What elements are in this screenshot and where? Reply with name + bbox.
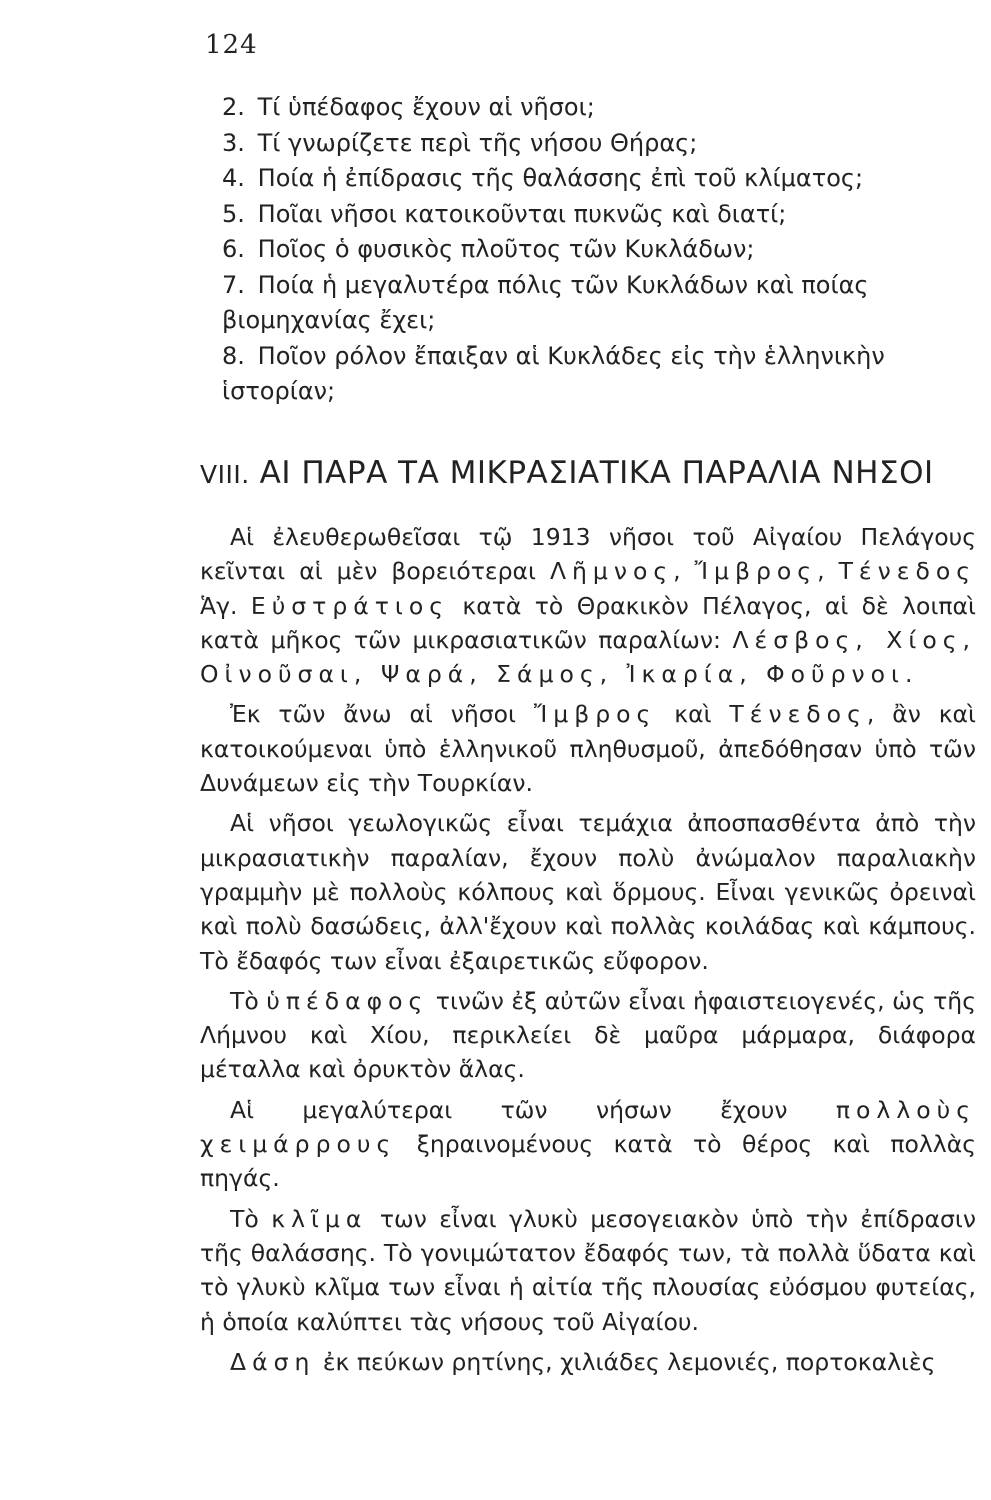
paragraph-forests bbox=[200, 1345, 976, 1379]
emphasis-dasi: Δάση bbox=[230, 1347, 316, 1376]
question-number: 4. bbox=[222, 164, 245, 192]
emphasis-imvros: Ἴμβρος bbox=[533, 700, 657, 729]
question-2 bbox=[222, 90, 962, 126]
question-text: Ποῖαι νῆσοι κατοικοῦνται πυκνῶς καὶ διατί; bbox=[257, 199, 787, 228]
question-text-continued: βιομηχανίας ἔχει; bbox=[222, 306, 436, 334]
paragraph-subsoil bbox=[200, 984, 976, 1087]
review-questions bbox=[222, 90, 962, 410]
emphasis-ypedafos: ὑπέδαφος bbox=[266, 986, 429, 1015]
page-number: 124 bbox=[205, 30, 258, 60]
text-run: , ἂν καὶ κατοικούμεναι ὑπὸ ἑλληνικοῦ πληθυσμοῦ, ἀπεδόθησαν ὑπὸ τῶν Δυνάμεων εἰς τὴν Τουρκίαν. bbox=[200, 700, 976, 798]
question-number: 6. bbox=[222, 235, 245, 263]
question-6 bbox=[222, 232, 962, 268]
chapter-heading bbox=[200, 455, 970, 491]
paragraph-climate bbox=[200, 1202, 976, 1339]
emphasis-lemnos: Λῆμνος bbox=[549, 557, 674, 586]
text-run: ξηραινομένους κατὰ τὸ θέρος καὶ πολλὰς πηγάς. bbox=[200, 1130, 976, 1193]
emphasis-tenedos: Τένεδος bbox=[729, 700, 867, 729]
question-7 bbox=[222, 268, 962, 339]
question-number: 5. bbox=[222, 199, 245, 228]
question-text: Τί ὑπέδαφος ἔχουν αἱ νῆσοι; bbox=[257, 93, 595, 121]
text-run: Ἁγ. bbox=[200, 591, 251, 620]
chapter-body bbox=[200, 520, 976, 1385]
text-run: , bbox=[817, 557, 839, 586]
question-number: 3. bbox=[222, 128, 245, 157]
question-3 bbox=[222, 126, 962, 162]
text-run: των εἶναι γλυκὺ μεσογειακὸν ὑπὸ τὴν ἐπίδρασιν τῆς θαλάσσης. Τὸ γονιμώτατον ἔδαφός των, τὰ πολλὰ ὕδατα καὶ τὸ γλυκὺ κλῖμα των εἶναι ἡ αἰτία τῆς πλουσίας εὐόσμου φυτείας, ἡ ὁποία καλύπτει τὰς νήσους τοῦ Αἰγαίου. bbox=[200, 1204, 976, 1336]
paragraph-torrents bbox=[200, 1093, 976, 1196]
text-run: κατὰ τὸ Θρακικὸν Πέλαγος, αἱ δὲ λοιπαὶ κατὰ μῆκος τῶν μικρασιατικῶν παραλίων: bbox=[200, 591, 976, 654]
question-number: 8. bbox=[222, 341, 245, 370]
text-run: Αἱ μεγαλύτεραι τῶν νήσων ἔχουν bbox=[230, 1095, 836, 1124]
text-run: , bbox=[673, 557, 695, 586]
text-run: Τὸ bbox=[230, 1204, 272, 1233]
emphasis-efstratios: Εὐστράτιος bbox=[250, 591, 450, 620]
question-text: Ποία ἡ ἐπίδρασις τῆς θαλάσσης ἐπὶ τοῦ κλίματος; bbox=[257, 164, 864, 192]
paragraph-geology: Αἱ νῆσοι γεωλογικῶς εἶναι τεμάχια ἀποσπασθέντα ἀπὸ τὴν μικρασιατικὴν παραλίαν, ἔχουν πολὺ ἀνώμαλον παραλιακὴν γραμμὴν μὲ πολλοὺς κόλπους καὶ ὅρμους. Εἶναι γενικῶς ὀρειναὶ καὶ πολὺ δασώδεις, ἀλλ'ἔχουν καὶ πολλὰς κοιλάδας καὶ κάμπους. Τὸ ἔδαφός των εἶναι ἐξαιρετικῶς εὔφορον. bbox=[200, 809, 976, 975]
emphasis-tenedos: Τένεδος bbox=[838, 557, 976, 586]
question-4 bbox=[222, 161, 962, 197]
emphasis-islands: Λέσβος, Χίος, Οἰνοῦσαι, Ψαρά, Σάμος, Ἰκαρία, Φοῦρνοι. bbox=[200, 625, 976, 689]
text-run: ἐκ πεύκων ρητίνης, χιλιάδες λεμονιές, πορτοκαλιὲς bbox=[315, 1347, 936, 1376]
question-text: Ποῖον ρόλον ἔπαιξαν αἱ Κυκλάδες εἰς τὴν ἑλληνικὴν bbox=[257, 341, 885, 370]
paragraph-islands-list bbox=[200, 520, 976, 691]
question-text: Ποία ἡ μεγαλυτέρα πόλις τῶν Κυκλάδων καὶ ποίας bbox=[257, 270, 869, 299]
question-8 bbox=[222, 339, 962, 410]
text-run: τινῶν ἐξ αὐτῶν εἶναι ἡφαιστειογενές, ὡς τῆς Λήμνου καὶ Χίου, περικλείει δὲ μαῦρα μάρμαρα, διάφορα μέταλλα καὶ ὀρυκτὸν ἅλας. bbox=[200, 986, 976, 1084]
emphasis-klima: κλῖμα bbox=[271, 1204, 368, 1233]
chapter-number: VIII. bbox=[200, 460, 250, 489]
emphasis-xeimarrous: πολλοὺς χειμάρρους bbox=[200, 1095, 976, 1159]
question-text: Ποῖος ὁ φυσικὸς πλοῦτος τῶν Κυκλάδων; bbox=[257, 235, 755, 263]
chapter-title: ΑΙ ΠΑΡΑ ΤΑ ΜΙΚΡΑΣΙΑΤΙΚΑ ΠΑΡΑΛΙΑ ΝΗΣΟΙ bbox=[259, 455, 934, 491]
question-number: 2. bbox=[222, 93, 245, 121]
text-run: Αἱ ἐλευθερωθεῖσαι τῷ 1913 νῆσοι τοῦ Αἰγαίου Πελάγους κεῖνται αἱ μὲν βορειότεραι bbox=[200, 523, 976, 586]
text-run: καὶ bbox=[656, 700, 730, 729]
text-run: Τὸ bbox=[230, 986, 267, 1015]
question-5 bbox=[222, 197, 962, 233]
paragraph-imvros-tenedos bbox=[200, 697, 976, 800]
question-number: 7. bbox=[222, 270, 245, 299]
text-run: Ἐκ τῶν ἄνω αἱ νῆσοι bbox=[230, 700, 534, 729]
question-text: Τί γνωρίζετε περὶ τῆς νήσου Θήρας; bbox=[257, 128, 698, 157]
emphasis-imvros: Ἴμβρος bbox=[694, 557, 818, 586]
question-text-continued: ἱστορίαν; bbox=[222, 377, 336, 405]
